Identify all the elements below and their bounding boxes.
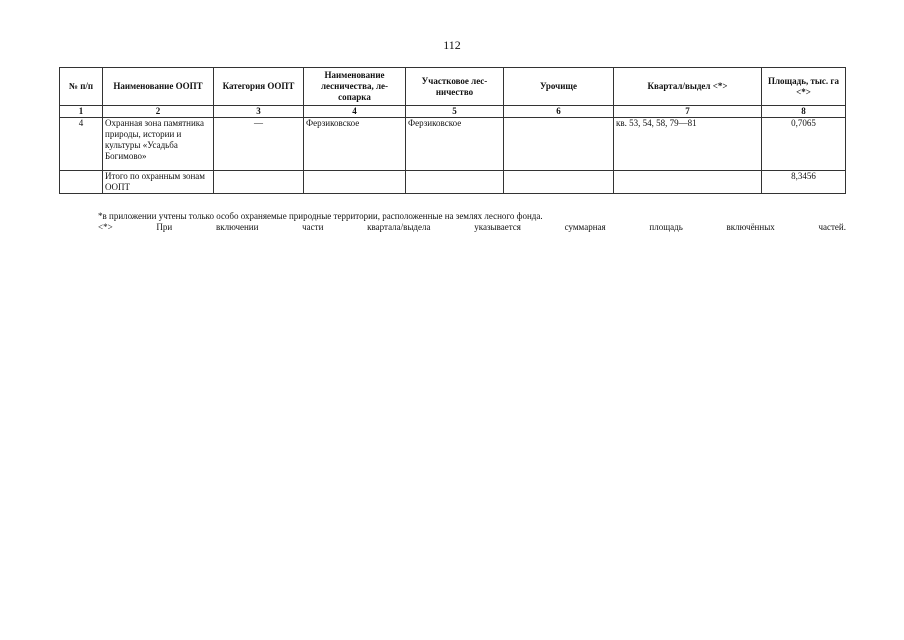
- column-number: 7: [614, 106, 762, 118]
- header-category: Категория ООПТ: [214, 68, 304, 106]
- cell-quarter: кв. 53, 54, 58, 79—81: [614, 118, 762, 171]
- header-name: Наименование ООПТ: [103, 68, 214, 106]
- cell-category: [214, 171, 304, 194]
- cell-area: 8,3456: [762, 171, 846, 194]
- table-row: [60, 118, 846, 171]
- header-forestry: Наименование лесничества, ле-сопарка: [304, 68, 406, 106]
- footnote-2-word: суммарная: [564, 222, 606, 232]
- footnote-1: *в приложении учтены только особо охраняемые природные территории, расположенные на землях лесного фонда.: [98, 211, 543, 221]
- column-number: 3: [214, 106, 304, 118]
- footnote-2-word: квартала/выдела: [367, 222, 431, 232]
- column-number-row: [60, 106, 846, 118]
- cell-name: Охранная зона памятника природы, истории и культуры «Усадьба Богимово»: [103, 118, 214, 171]
- cell-district-forestry: [406, 171, 504, 194]
- cell-tract: [504, 118, 614, 171]
- footnote-2: [98, 222, 846, 232]
- cell-category: —: [214, 118, 304, 171]
- cell-num: [60, 171, 103, 194]
- column-number: 2: [103, 106, 214, 118]
- footnote-2-word: включённых: [726, 222, 775, 232]
- column-number: 6: [504, 106, 614, 118]
- footnote-2-word: При: [156, 222, 173, 232]
- header-area: Площадь, тыс. га <*>: [762, 68, 846, 106]
- column-number: 8: [762, 106, 846, 118]
- column-number: 1: [60, 106, 103, 118]
- table-row-total: [60, 171, 846, 194]
- cell-area: 0,7065: [762, 118, 846, 171]
- footnote-2-word: частей.: [818, 222, 846, 232]
- cell-tract: [504, 171, 614, 194]
- header-quarter: Квартал/выдел <*>: [614, 68, 762, 106]
- header-tract: Урочище: [504, 68, 614, 106]
- cell-forestry: Ферзиковское: [304, 118, 406, 171]
- cell-name: Итого по охранным зонам ООПТ: [103, 171, 214, 194]
- header-num: № п/п: [60, 68, 103, 106]
- header-district-forestry: Участковое лес-ничество: [406, 68, 504, 106]
- cell-district-forestry: Ферзиковское: [406, 118, 504, 171]
- cell-quarter: [614, 171, 762, 194]
- footnote-2-word: включении: [215, 222, 259, 232]
- cell-num: 4: [60, 118, 103, 171]
- ooptz-table: [59, 67, 846, 194]
- cell-forestry: [304, 171, 406, 194]
- column-number: 5: [406, 106, 504, 118]
- footnote-2-word: указывается: [474, 222, 521, 232]
- header-row: [60, 68, 846, 106]
- footnote-2-word: площадь: [649, 222, 683, 232]
- footnote-2-word: <*>: [98, 222, 113, 232]
- column-number: 4: [304, 106, 406, 118]
- page-number: 112: [443, 38, 461, 52]
- footnote-2-word: части: [302, 222, 324, 232]
